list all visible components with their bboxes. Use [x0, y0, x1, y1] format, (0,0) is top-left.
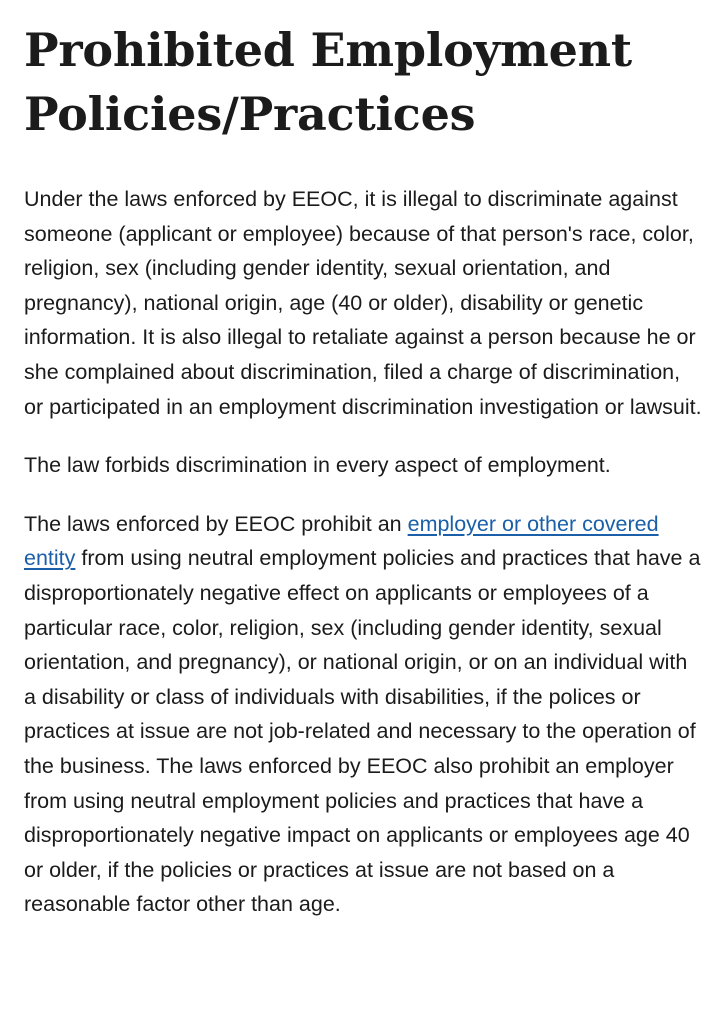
paragraph-laws-enforced: Under the laws enforced by EEOC, it is illegal to discriminate against someone (applicant or employee) because of that person's race, color, religion, sex (including gender identity, sexual orientation, and pregnancy), national origin, age (40 or older), disability or genetic information. It is also illegal to retaliate against a person because he or she complained about discrimination, filed a charge of discrimination, or participated in an employment discrimination investigation or lawsuit. [24, 187, 702, 419]
paragraph-text-after-link: from using neutral employment policies and practices that have a disproportionately negative effect on applicants or employees of a particular race, color, religion, sex (including gender identity, sexual orientation, and pregnancy), or national origin, or on an individual with a disability or class of individuals with disabilities, if the polices or practices at issue are not job-related and necessary to the operation of the business. The laws enforced by EEOC also prohibit an employer from using neutral employment policies and practices that have a disproportionately negative impact on applicants or employees age 40 or older, if the policies or practices at issue are not based on a reasonable factor other than age. [24, 546, 701, 917]
article [24, 18, 704, 922]
paragraph-neutral-policies [24, 507, 704, 922]
paragraph-law-forbids: The law forbids discrimination in every aspect of employment. [24, 453, 611, 478]
paragraph-text-before-link: The laws enforced by EEOC prohibit an [24, 511, 408, 536]
page-title-line-2: Policies/Practices [24, 87, 476, 141]
page-title-line-1: Prohibited Employment [24, 23, 632, 77]
employer-covered-entity-link[interactable]: employer or other covered entity [24, 511, 659, 571]
page-title [24, 18, 704, 146]
